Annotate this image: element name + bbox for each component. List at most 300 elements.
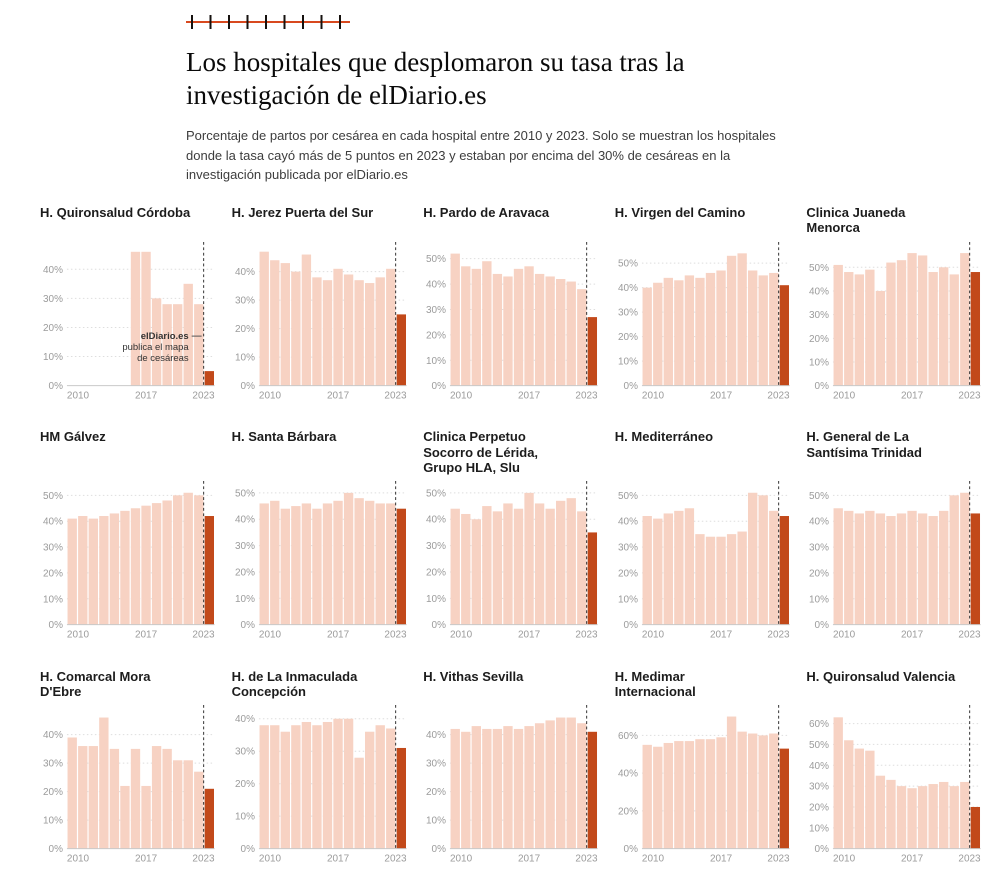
y-tick-label: 20% <box>234 567 255 579</box>
bar <box>929 784 938 849</box>
bar <box>312 277 321 385</box>
bar <box>695 277 704 385</box>
bar-highlight-2023 <box>588 317 597 386</box>
bar <box>291 271 300 385</box>
bar <box>375 277 384 385</box>
chart-title: HM Gálvez <box>40 429 106 445</box>
chart-cell-0 <box>40 205 218 405</box>
chart-cell-13 <box>615 669 793 869</box>
bar <box>152 746 161 849</box>
x-tick-label: 2023 <box>958 390 982 402</box>
x-tick-label: 2023 <box>192 629 215 641</box>
chart-title: H. General de La Santísima Trinidad <box>806 429 922 460</box>
bar <box>929 272 938 386</box>
bar <box>653 282 662 385</box>
y-tick-label: 0% <box>814 620 830 632</box>
x-tick-label: 2017 <box>518 390 541 402</box>
bar <box>918 514 927 625</box>
bar <box>141 251 150 385</box>
y-tick-label: 0% <box>431 620 447 632</box>
bar <box>472 727 481 850</box>
bar <box>695 534 704 625</box>
bar <box>99 718 108 849</box>
y-tick-label: 40% <box>234 714 255 726</box>
y-tick-label: 50% <box>617 491 638 503</box>
x-tick-label: 2010 <box>641 854 664 866</box>
bar <box>727 717 736 849</box>
bar <box>291 726 300 849</box>
bar <box>855 514 864 625</box>
bar <box>716 537 725 625</box>
y-tick-label: 0% <box>623 844 638 856</box>
chart-title: H. Mediterráneo <box>614 429 714 445</box>
y-tick-label: 10% <box>42 594 63 606</box>
y-tick-label: 20% <box>426 567 447 579</box>
y-tick-label: 50% <box>809 262 830 274</box>
bar <box>855 749 864 849</box>
bar <box>876 514 885 625</box>
chart-title: H. Jerez Puerta del Sur <box>231 204 374 220</box>
bar-highlight-2023 <box>205 516 214 625</box>
chart-cell-9 <box>806 429 984 645</box>
x-tick-label: 2023 <box>767 854 790 866</box>
y-tick-label: 0% <box>623 380 638 392</box>
bar <box>567 718 576 849</box>
y-tick-label: 40% <box>426 514 447 526</box>
y-tick-label: 40% <box>234 514 255 526</box>
bar <box>280 732 289 849</box>
y-tick-label: 30% <box>617 307 638 319</box>
y-tick-label: 10% <box>426 593 447 605</box>
bar <box>131 749 140 849</box>
chart-title: H. Pardo de Aravaca <box>423 204 550 220</box>
bar <box>834 718 843 849</box>
chart-canvas <box>232 479 410 645</box>
y-tick-label: 30% <box>617 542 638 554</box>
x-tick-label: 2017 <box>518 854 541 866</box>
brand-ruler-mark <box>186 14 350 30</box>
bar <box>503 504 512 625</box>
y-tick-label: 0% <box>431 380 447 392</box>
bar <box>556 501 565 625</box>
chart-cell-10 <box>40 669 218 869</box>
bar <box>322 280 331 385</box>
bar <box>685 508 694 624</box>
y-tick-label: 30% <box>809 542 830 554</box>
bar <box>194 772 203 849</box>
bar-highlight-2023 <box>588 533 597 625</box>
chart-title: H. Virgen del Camino <box>614 204 746 220</box>
y-tick-label: 60% <box>617 731 638 743</box>
bar <box>482 729 491 849</box>
x-tick-label: 2010 <box>641 390 664 402</box>
bar <box>312 726 321 849</box>
chart-title: H. Medimar Internacional <box>614 668 696 700</box>
bar <box>653 747 662 849</box>
bar <box>737 532 746 625</box>
y-tick-label: 10% <box>426 816 447 828</box>
bar <box>482 261 491 385</box>
chart-title: H. Santa Bárbara <box>231 429 337 445</box>
x-tick-label: 2017 <box>326 854 349 866</box>
bar <box>556 279 565 386</box>
y-tick-label: 10% <box>617 356 638 368</box>
chart-title: H. Quironsalud Córdoba <box>40 204 191 220</box>
x-tick-label: 2023 <box>958 629 982 641</box>
chart-cell-12 <box>423 669 601 869</box>
bar <box>120 511 129 625</box>
y-tick-label: 40% <box>234 266 255 278</box>
bar <box>173 496 182 625</box>
y-tick-label: 20% <box>809 802 830 814</box>
bar <box>162 501 171 625</box>
x-tick-label: 2017 <box>326 629 349 641</box>
bar-highlight-2023 <box>396 509 405 625</box>
x-tick-label: 2010 <box>833 390 856 402</box>
bar <box>365 501 374 625</box>
bar <box>141 506 150 625</box>
bar <box>482 506 491 625</box>
chart-canvas <box>423 703 601 869</box>
bar <box>674 280 683 385</box>
bar <box>270 501 279 625</box>
y-tick-label: 50% <box>234 488 255 500</box>
bar <box>78 746 87 849</box>
bar <box>727 534 736 625</box>
y-tick-label: 50% <box>617 258 638 270</box>
bar <box>769 511 778 625</box>
bar <box>897 260 906 385</box>
bar <box>716 738 725 849</box>
page-subtitle: Porcentaje de partos por cesárea en cada hospital entre 2010 y 2023. Solo se muestran los hospitales donde la tasa cayó más de 5 puntos en 2023 y estaban por encima del 30% de cesáreas en la investigación publicada por elDiario.es <box>186 128 776 183</box>
bar <box>769 734 778 849</box>
bar <box>866 511 875 625</box>
bar <box>908 253 917 386</box>
bar <box>653 519 662 625</box>
chart-cell-14 <box>806 669 984 869</box>
bar <box>844 741 853 849</box>
bar <box>386 504 395 625</box>
x-tick-label: 2017 <box>134 854 158 866</box>
bar <box>375 504 384 625</box>
bar <box>493 273 502 385</box>
bar <box>546 276 555 385</box>
bar <box>577 289 586 386</box>
y-tick-label: 30% <box>234 541 255 553</box>
bar <box>301 254 310 385</box>
y-tick-label: 20% <box>42 787 63 799</box>
x-tick-label: 2017 <box>901 390 924 402</box>
bar <box>695 740 704 849</box>
y-tick-label: 30% <box>809 782 830 794</box>
bar-highlight-2023 <box>396 314 405 385</box>
bar <box>577 512 586 625</box>
y-tick-label: 30% <box>809 309 830 321</box>
x-tick-label: 2023 <box>575 854 598 866</box>
bar <box>642 745 651 849</box>
bar <box>535 724 544 849</box>
x-tick-label: 2017 <box>709 390 732 402</box>
bar <box>844 511 853 625</box>
x-tick-label: 2017 <box>326 390 349 402</box>
chart-title: H. Comarcal Mora D'Ebre <box>40 668 151 700</box>
bar <box>270 726 279 849</box>
y-tick-label: 10% <box>42 351 63 363</box>
y-tick-label: 0% <box>814 380 830 392</box>
y-tick-label: 0% <box>814 844 830 856</box>
y-tick-label: 30% <box>42 759 63 771</box>
bar-highlight-2023 <box>779 749 788 849</box>
chart-canvas <box>40 703 218 869</box>
y-tick-label: 40% <box>809 286 830 298</box>
y-tick-label: 0% <box>623 620 638 632</box>
bar <box>131 251 140 385</box>
y-tick-label: 30% <box>426 541 447 553</box>
y-tick-label: 10% <box>617 594 638 606</box>
bar-highlight-2023 <box>396 748 405 849</box>
header <box>186 14 1000 185</box>
bar <box>194 496 203 625</box>
bar <box>291 506 300 625</box>
y-tick-label: 20% <box>42 322 63 334</box>
chart-title: H. de La Inmaculada Concepción <box>231 668 358 700</box>
bar <box>834 264 843 385</box>
y-tick-label: 0% <box>240 380 255 392</box>
bar <box>194 304 203 385</box>
bar <box>876 776 885 849</box>
bar <box>706 537 715 625</box>
bar <box>535 273 544 385</box>
x-tick-label: 2017 <box>709 629 732 641</box>
bar <box>301 722 310 849</box>
x-tick-label: 2017 <box>134 390 158 402</box>
x-tick-label: 2010 <box>450 629 473 641</box>
y-tick-label: 50% <box>426 253 447 265</box>
chart-canvas <box>615 479 793 645</box>
bar <box>834 508 843 624</box>
bar <box>162 749 171 849</box>
y-tick-label: 40% <box>617 769 638 781</box>
bar-highlight-2023 <box>971 514 980 625</box>
bar <box>472 268 481 385</box>
x-tick-label: 2010 <box>450 390 473 402</box>
x-tick-label: 2010 <box>258 854 281 866</box>
bar <box>887 780 896 849</box>
chart-canvas <box>806 479 984 645</box>
bar-highlight-2023 <box>205 789 214 849</box>
y-tick-label: 0% <box>48 620 63 632</box>
x-tick-label: 2023 <box>384 629 407 641</box>
y-tick-label: 30% <box>234 747 255 759</box>
bar <box>312 509 321 625</box>
bar <box>961 253 970 386</box>
bar <box>685 742 694 850</box>
bar <box>333 501 342 625</box>
y-tick-label: 10% <box>426 355 447 367</box>
page-title: Los hospitales que desplomaron su tasa tras la investigación de elDiario.es <box>186 47 685 111</box>
bar <box>386 268 395 385</box>
bar <box>950 787 959 850</box>
bar <box>120 786 129 849</box>
bar <box>131 508 140 624</box>
x-tick-label: 2010 <box>258 629 281 641</box>
bar <box>78 516 87 625</box>
chart-cell-11 <box>232 669 410 869</box>
chart-title: H. Vithas Sevilla <box>423 668 524 684</box>
bar <box>152 503 161 625</box>
bar <box>365 732 374 849</box>
charts-grid <box>40 205 984 869</box>
y-tick-label: 40% <box>42 730 63 742</box>
bar-highlight-2023 <box>779 516 788 625</box>
bar <box>887 262 896 385</box>
y-tick-label: 10% <box>234 593 255 605</box>
annotation-text: elDiario.es <box>140 330 189 342</box>
bar <box>322 504 331 625</box>
bar <box>844 272 853 386</box>
bar-highlight-2023 <box>588 732 597 849</box>
bar <box>535 504 544 625</box>
bar <box>887 516 896 625</box>
bar <box>918 255 927 385</box>
y-tick-label: 0% <box>240 620 255 632</box>
bar <box>301 504 310 625</box>
y-tick-label: 50% <box>426 488 447 500</box>
x-tick-label: 2023 <box>192 390 215 402</box>
bar <box>855 274 864 385</box>
y-tick-label: 20% <box>42 568 63 580</box>
bar <box>461 266 470 385</box>
bar-highlight-2023 <box>971 272 980 386</box>
x-tick-label: 2010 <box>833 854 856 866</box>
y-tick-label: 20% <box>617 806 638 818</box>
x-tick-label: 2023 <box>575 390 598 402</box>
bar <box>918 787 927 850</box>
x-tick-label: 2010 <box>66 390 90 402</box>
bar <box>472 519 481 624</box>
bar <box>546 509 555 625</box>
bar <box>727 255 736 385</box>
bar <box>748 734 757 849</box>
bar <box>89 746 98 849</box>
y-tick-label: 0% <box>431 844 447 856</box>
x-tick-label: 2023 <box>384 390 407 402</box>
bar <box>748 493 757 625</box>
bar <box>908 789 917 849</box>
bar <box>642 287 651 385</box>
bar <box>514 268 523 385</box>
bar <box>344 719 353 849</box>
x-tick-label: 2023 <box>767 629 790 641</box>
bar <box>939 782 948 849</box>
chart-cell-1 <box>232 205 410 405</box>
chart-canvas <box>806 703 984 869</box>
bar <box>929 516 938 625</box>
x-tick-label: 2017 <box>134 629 158 641</box>
y-tick-label: 30% <box>426 759 447 771</box>
chart-cell-3 <box>615 205 793 405</box>
bar <box>333 268 342 385</box>
bar <box>758 275 767 385</box>
bar <box>514 729 523 849</box>
bar <box>280 263 289 386</box>
x-tick-label: 2017 <box>901 854 924 866</box>
bar <box>577 724 586 849</box>
chart-cell-5 <box>40 429 218 645</box>
bar <box>514 509 523 625</box>
y-tick-label: 40% <box>426 730 447 742</box>
y-tick-label: 40% <box>809 516 830 528</box>
bar <box>110 749 119 849</box>
bar <box>375 726 384 849</box>
bar <box>897 514 906 625</box>
bar-highlight-2023 <box>205 371 214 386</box>
bar-highlight-2023 <box>971 807 980 849</box>
bar <box>89 519 98 625</box>
x-tick-label: 2017 <box>709 854 732 866</box>
bar <box>344 274 353 385</box>
y-tick-label: 10% <box>42 816 63 828</box>
chart-canvas <box>615 703 793 869</box>
y-tick-label: 50% <box>809 490 830 502</box>
bar <box>706 273 715 386</box>
bar <box>663 514 672 625</box>
bar <box>642 516 651 625</box>
chart-canvas <box>40 479 218 645</box>
bar <box>556 718 565 849</box>
y-tick-label: 20% <box>617 331 638 343</box>
chart-canvas <box>806 240 984 406</box>
y-tick-label: 0% <box>48 844 63 856</box>
y-tick-label: 20% <box>809 333 830 345</box>
y-tick-label: 30% <box>426 304 447 316</box>
bar <box>685 275 694 385</box>
bar <box>737 732 746 849</box>
bar <box>68 738 77 849</box>
bar <box>461 514 470 625</box>
bar <box>451 729 460 849</box>
chart-canvas <box>423 479 601 645</box>
bar <box>737 253 746 385</box>
bar <box>503 727 512 850</box>
bar <box>99 516 108 625</box>
chart-canvas <box>423 240 601 406</box>
bar <box>322 722 331 849</box>
x-tick-label: 2023 <box>384 854 407 866</box>
y-tick-label: 20% <box>426 787 447 799</box>
bar <box>758 736 767 849</box>
bar <box>259 504 268 625</box>
bar-highlight-2023 <box>779 285 788 385</box>
x-tick-label: 2010 <box>66 854 90 866</box>
bar <box>493 729 502 849</box>
bar <box>769 273 778 386</box>
bar <box>663 743 672 849</box>
y-tick-label: 40% <box>809 761 830 773</box>
y-tick-label: 10% <box>809 823 830 835</box>
x-tick-label: 2023 <box>575 629 598 641</box>
bar <box>493 512 502 625</box>
y-tick-label: 30% <box>42 293 63 305</box>
x-tick-label: 2010 <box>833 629 856 641</box>
chart-canvas <box>232 703 410 869</box>
x-tick-label: 2017 <box>518 629 541 641</box>
chart-cell-7 <box>423 429 601 645</box>
bar <box>950 496 959 625</box>
bar <box>674 742 683 850</box>
y-tick-label: 0% <box>48 380 63 392</box>
bar <box>897 787 906 850</box>
